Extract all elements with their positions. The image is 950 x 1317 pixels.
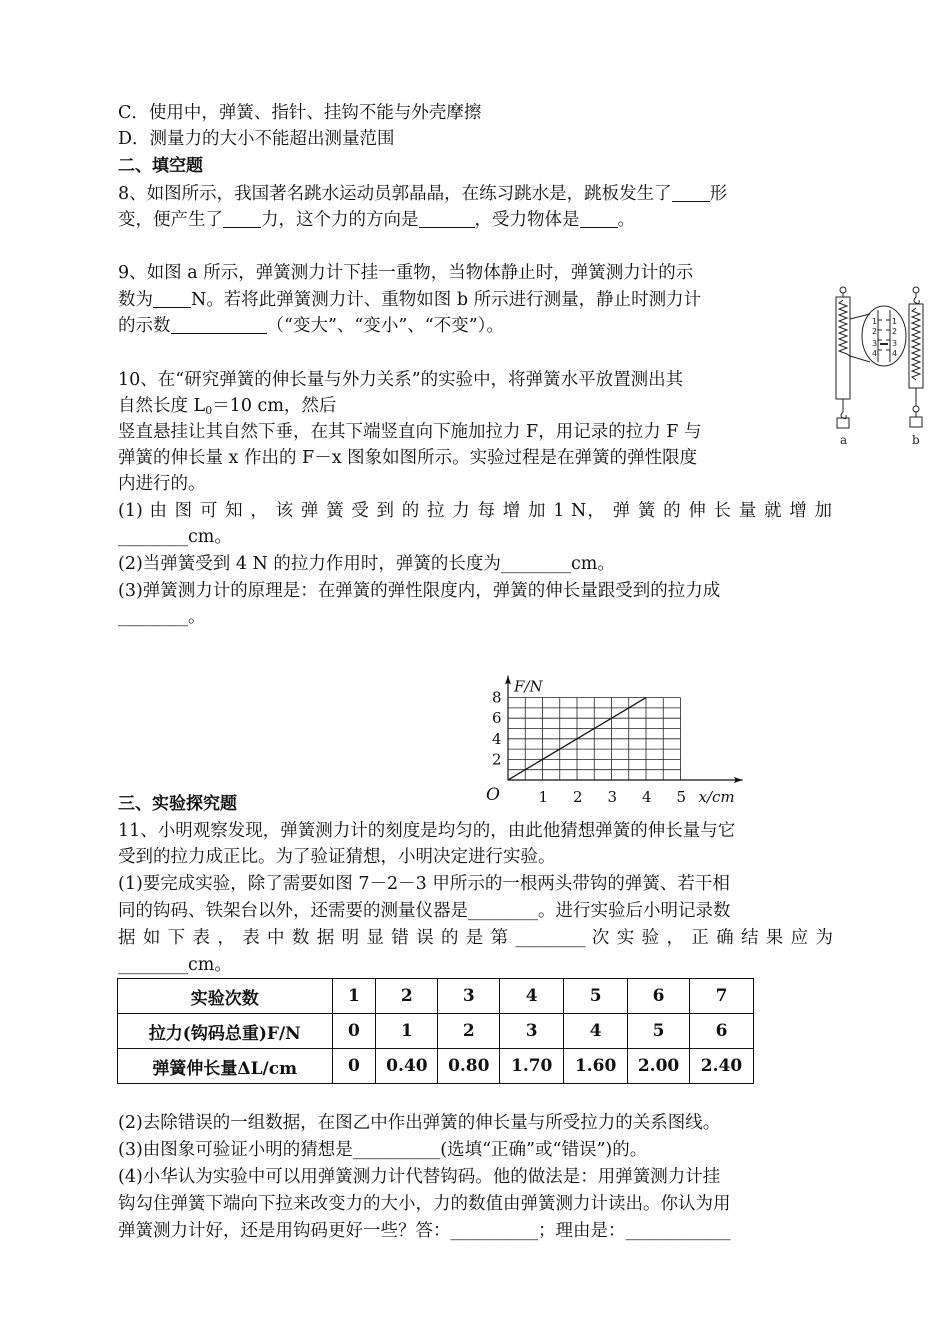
table-cell: 0.80: [438, 1049, 500, 1084]
q10-line3: 竖直悬挂让其自然下垂，在其下端竖直向下施加拉力 F，用记录的拉力 F 与: [118, 422, 702, 442]
q9-line1: 9、如图 a 所示，弹簧测力计下挂一重物，当物体静止时，弹簧测力计的示: [118, 263, 694, 283]
table-cell: 2: [438, 1014, 500, 1049]
table-cell: 5: [628, 1014, 690, 1049]
y-tick-label: 6: [492, 709, 502, 728]
q9-blank-2[interactable]: [171, 315, 267, 334]
experiment-data-table: [117, 978, 754, 1084]
spring-scale-figure: [826, 284, 926, 454]
q8-blank-3[interactable]: [419, 209, 475, 228]
x-axis-label: x/cm: [698, 788, 735, 806]
fig-label-a: a: [840, 433, 848, 447]
q8-blank-1[interactable]: [672, 183, 710, 202]
q10-line4: 弹簧的伸长量 x 作出的 F－x 图象如图所示。实验过程是在弹簧的弹性限度: [118, 448, 698, 468]
q11-part1-line4: ________cm。: [118, 955, 232, 975]
y-tick-label: 8: [492, 688, 502, 707]
x-tick-label: 2: [573, 788, 583, 806]
q10-line1: 10、在“研究弹簧的伸长量与外力关系”的实验中，将弹簧水平放置测出其: [118, 370, 684, 390]
table-row: [118, 1049, 754, 1084]
table-cell: 4: [500, 979, 564, 1014]
y-axis-label: F/N: [514, 677, 543, 696]
x-tick-label: 1: [538, 788, 549, 806]
table-cell: 0: [332, 1049, 376, 1084]
table-cell: 1: [332, 979, 376, 1014]
q10-line5: 内进行的。: [118, 474, 206, 494]
q10-part3: (3)弹簧测力计的原理是：在弹簧的弹性限度内，弹簧的伸长量跟受到的拉力成: [118, 581, 721, 601]
y-tick-label: 2: [492, 750, 502, 769]
q11-part1-line2: 同的钩码、铁架台以外，还需要的测量仪器是________。进行实验后小明记录数: [118, 901, 731, 921]
q9-line2: 数为 N。若将此弹簧测力计、重物如图 b 所示进行测量，静止时测力计: [118, 290, 702, 310]
q11-part3: (3)由图象可验证小明的猜想是__________(选填“正确”或“错误”)的。: [118, 1140, 648, 1160]
table-cell: 3: [500, 1014, 564, 1049]
svg-text:3: 3: [892, 339, 898, 348]
table-cell: 5: [564, 979, 628, 1014]
q11-part1-line1: (1)要完成实验，除了需要如图 7－2－3 甲所示的一根两头带钩的弹簧、若干相: [118, 874, 730, 894]
fig-label-b: b: [912, 433, 920, 447]
origin-label: O: [486, 785, 500, 805]
table-cell: 2: [376, 979, 438, 1014]
q11-part4-line3: 弹簧测力计好，还是用钩码更好一些？答：__________；理由是：____________: [118, 1221, 731, 1241]
svg-text:4: 4: [872, 349, 878, 358]
table-cell: 1.70: [500, 1049, 564, 1084]
q10-line2: 自然长度 $L_0=10$ cm，然后: [118, 396, 337, 417]
q11-part4-line1: (4)小华认为实验中可以用弹簧测力计代替钩码。他的做法是：用弹簧测力计挂: [118, 1167, 721, 1187]
option-c: C．使用中，弹簧、指针、挂钩不能与外壳摩擦: [118, 103, 482, 123]
table-cell: 实验次数: [118, 979, 333, 1014]
q11-part4-line2: 钩勾住弹簧下端向下拉来改变力的大小，力的数值由弹簧测力计读出。你认为用: [118, 1194, 731, 1214]
table-cell: 1.60: [564, 1049, 628, 1084]
x-tick-label: 4: [642, 788, 652, 806]
section-title-experiment: 三、实验探究题: [118, 794, 237, 814]
table-cell: 拉力(钩码总重)F/N: [118, 1014, 333, 1049]
dial-magnifier: [862, 306, 906, 366]
section-title-fill-blank: 二、填空题: [118, 156, 203, 176]
q10-part1: (1) 由 图 可 知 ， 该 弹 簧 受 到 的 拉 力 每 增 加 1 N， 弹 簧 的 伸 长 量 就 增 加: [118, 501, 832, 521]
table-cell: 4: [564, 1014, 628, 1049]
option-d: D．测量力的大小不能超出测量范围: [118, 129, 395, 149]
svg-text:3: 3: [872, 339, 878, 348]
q11-line1: 11、小明观察发现，弹簧测力计的刻度是均匀的，由此他猜想弹簧的伸长量与它: [118, 821, 736, 841]
table-cell: 0: [332, 1014, 376, 1049]
table-cell: 2.00: [628, 1049, 690, 1084]
table-cell: 弹簧伸长量ΔL/cm: [118, 1049, 333, 1084]
scale-b-weight: [910, 417, 922, 427]
q10-part2-blank: ________cm。: [500, 554, 615, 574]
svg-text:4: 4: [892, 349, 898, 358]
table-cell: 3: [438, 979, 500, 1014]
scale-a-spring: [839, 300, 851, 357]
table-cell: 7: [690, 979, 754, 1014]
q10-part2: (2)当弹簧受到 4 N 的拉力作用时，弹簧的长度为________cm。: [118, 554, 615, 574]
svg-text:1: 1: [892, 317, 898, 326]
q8-line2: 变，便产生了 力，这个力的方向是 ，受力物体是 。: [118, 210, 635, 230]
y-tick-label: 4: [492, 729, 502, 748]
chart-ticks: [486, 678, 735, 806]
f-x-chart: [478, 600, 735, 810]
q11-part1-line3: 据 如 下 表 ， 表 中 数 据 明 显 错 误 的 是 第 ________ 次 实 验 ， 正 确 结 果 应 为: [118, 928, 833, 948]
scale-a-weight: [837, 418, 849, 428]
q11-part2: (2)去除错误的一组数据，在图乙中作出弹簧的伸长量与所受拉力的关系图线。: [118, 1113, 721, 1133]
table-row: [118, 979, 754, 1014]
svg-text:2: 2: [892, 327, 898, 336]
chart-grid: [508, 698, 681, 780]
q8-line1: 8、如图所示，我国著名跳水运动员郭晶晶，在练习跳水是，跳板发生了 形: [118, 184, 728, 204]
q8-blank-4[interactable]: [580, 209, 618, 228]
table-cell: 0.40: [376, 1049, 438, 1084]
x-tick-label: 3: [607, 788, 618, 806]
q10-part3-blank: ________。: [118, 607, 206, 627]
svg-text:2: 2: [872, 327, 878, 336]
table-cell: 2.40: [690, 1049, 754, 1084]
scale-a-ring: [840, 287, 846, 293]
table-cell: 6: [628, 979, 690, 1014]
q9-blank-1[interactable]: [153, 289, 191, 308]
q9-line3: 的示数 （“变大”、“变小”、“不变”）。: [118, 316, 504, 336]
svg-text:1: 1: [872, 317, 878, 326]
table-cell: 1: [376, 1014, 438, 1049]
scale-b-ring: [913, 287, 919, 293]
q11-line2: 受到的拉力成正比。为了验证猜想，小明决定进行实验。: [118, 847, 556, 867]
table-row: [118, 1014, 754, 1049]
scale-b-spring: [912, 308, 920, 380]
q8-blank-2[interactable]: [223, 209, 261, 228]
table-cell: 6: [690, 1014, 754, 1049]
q10-part1-blank: ________cm。: [118, 527, 232, 547]
x-tick-label: 5: [676, 788, 687, 806]
